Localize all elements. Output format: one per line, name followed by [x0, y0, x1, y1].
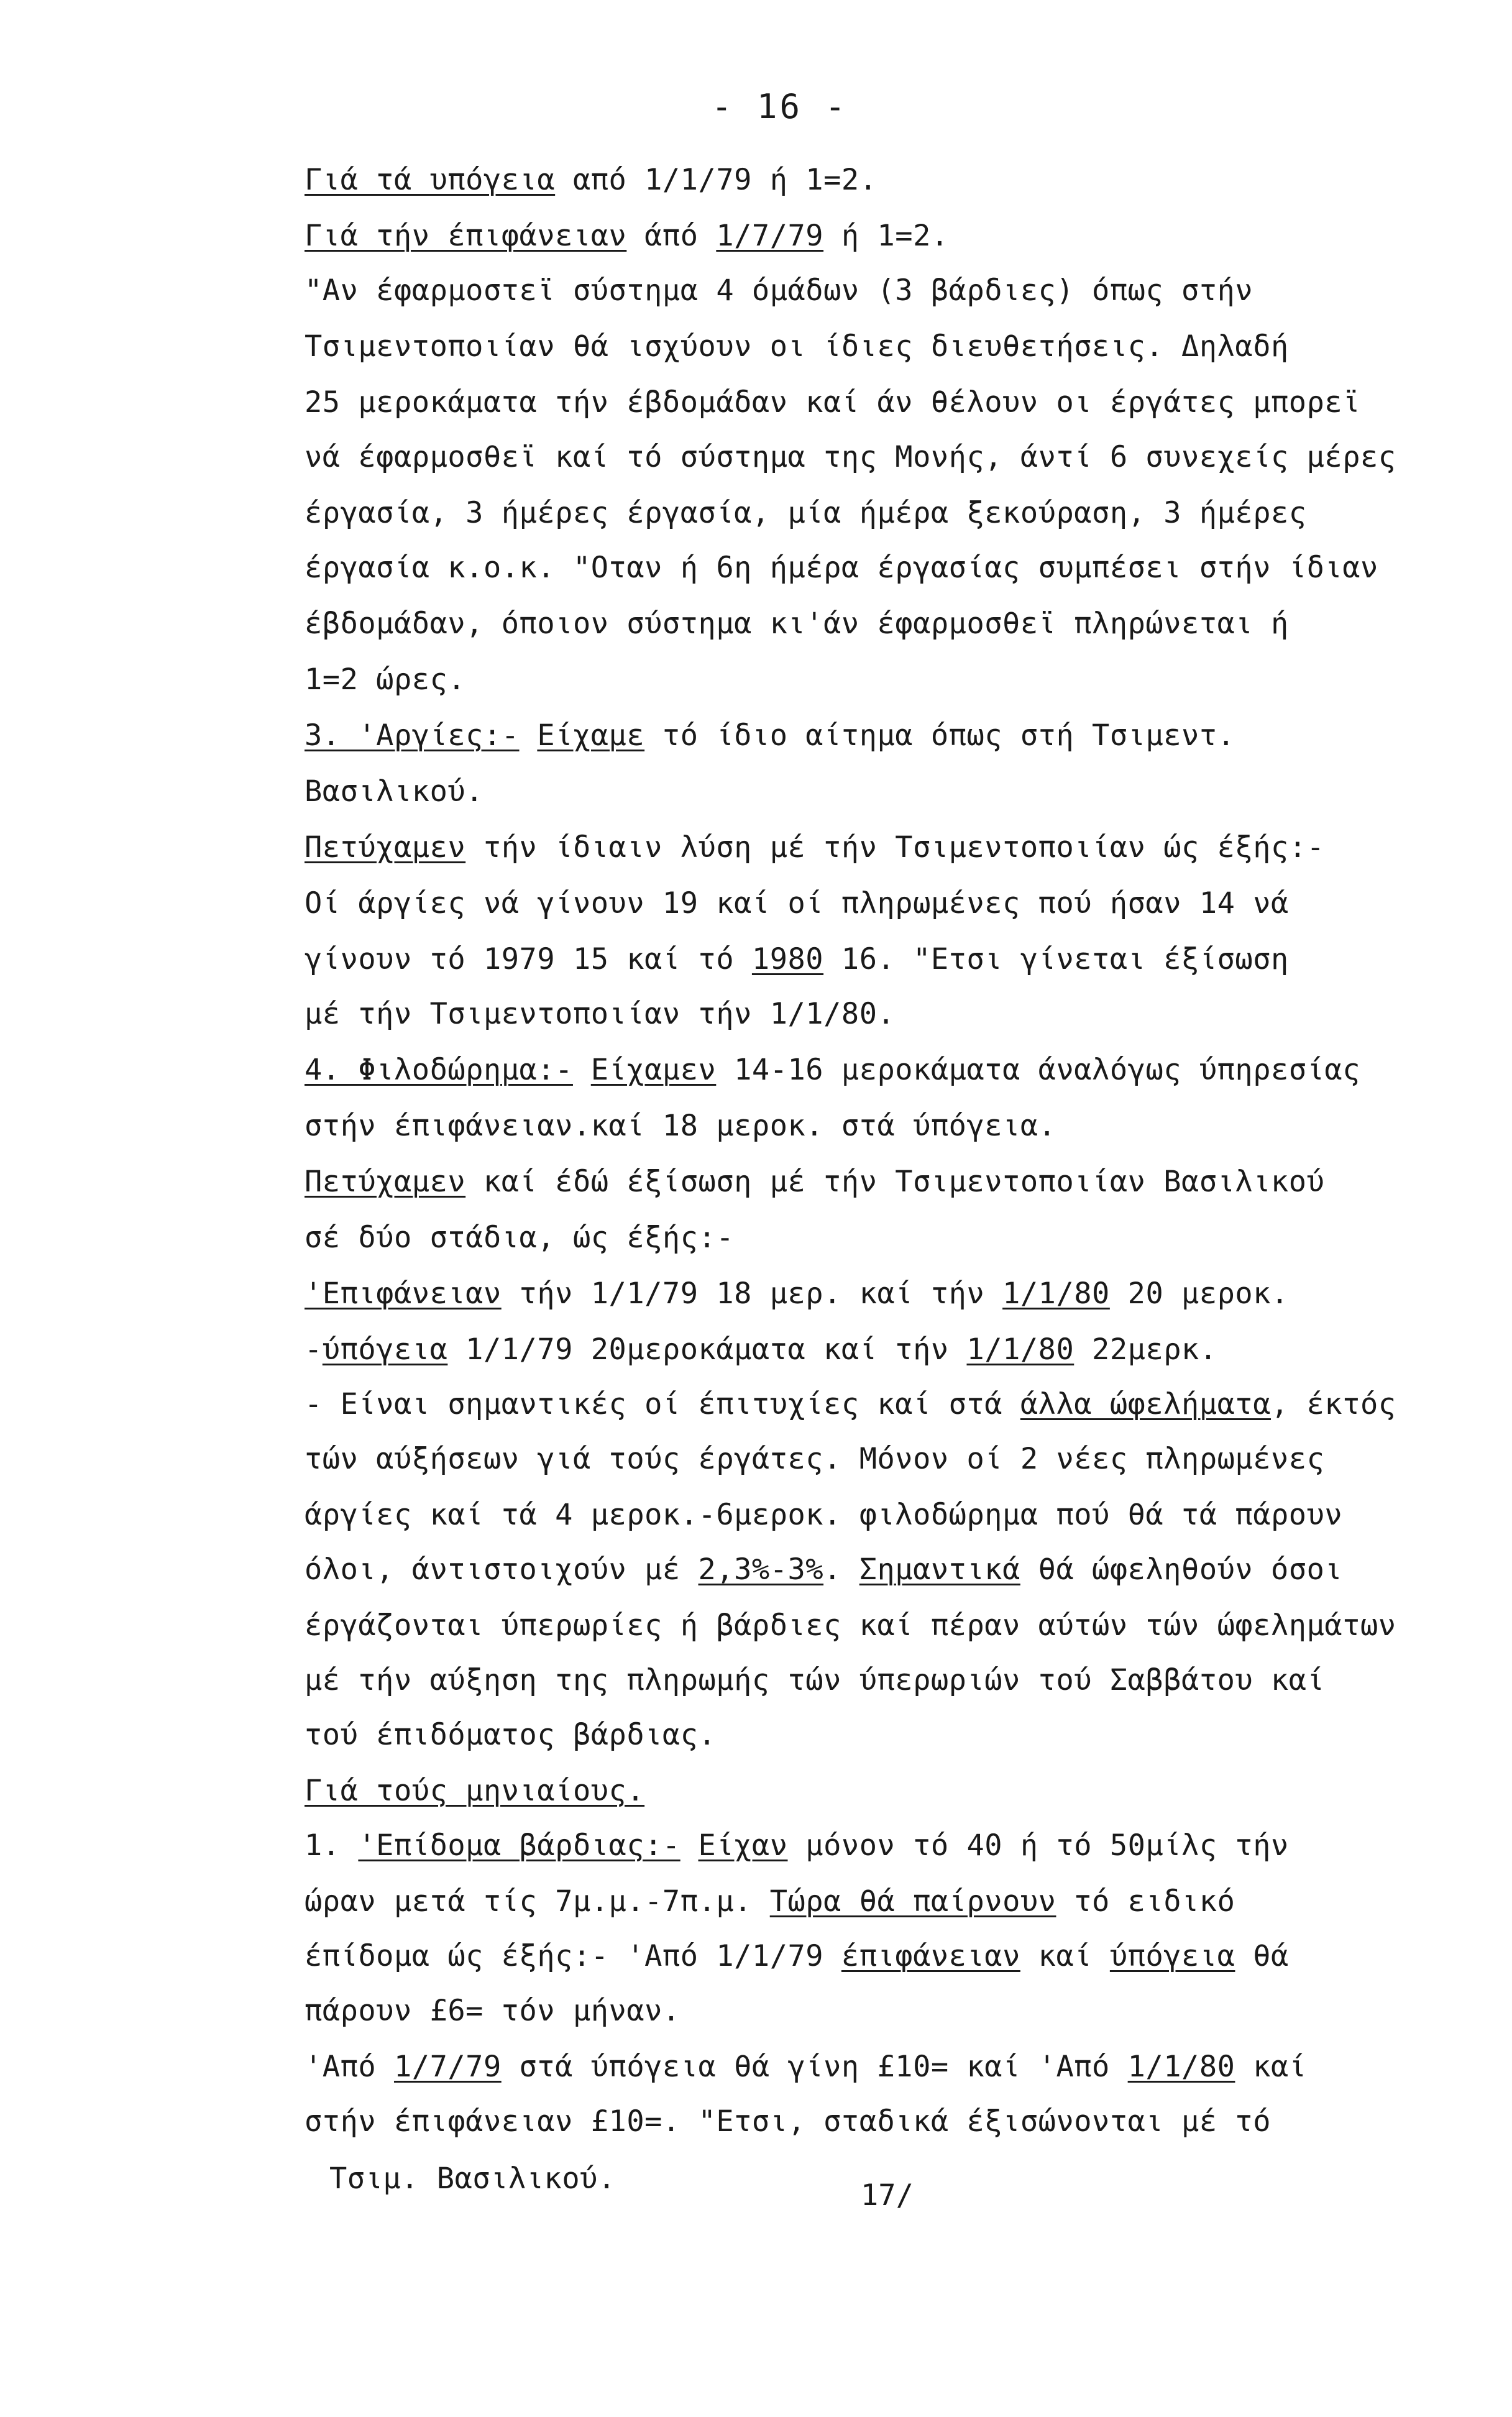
- text-span: τό ειδικό: [1056, 1884, 1235, 1919]
- text-line: [305, 1883, 1235, 1920]
- text-line: [305, 829, 1324, 866]
- underlined-phrase: άλλα ώφελήματα: [1020, 1387, 1271, 1421]
- text-span: Τσιμεντοποιίαν θά ισχύουν οι ίδιες διευθετήσεις. Δηλαδή: [305, 329, 1289, 364]
- heading-monthly: Γιά τούς μηνιαίους.: [305, 1774, 645, 1808]
- text-span: νά έφαρμοσθεϊ καί τό σύστημα της Μονής, άντί 6 συνεχείς μέρες: [305, 440, 1396, 474]
- text-span: .: [823, 1552, 859, 1587]
- text-span: -: [305, 1332, 323, 1367]
- text-span: άπό: [626, 219, 717, 253]
- text-line: [305, 495, 1307, 532]
- underlined-phrase: Τώρα θά παίρνουν: [769, 1884, 1056, 1919]
- text-span: μέ τήν αύξηση της πληρωμής τών ύπερωριών τού Σαββάτου καί: [305, 1663, 1325, 1697]
- text-line: [305, 717, 1235, 754]
- text-line: [305, 1717, 716, 1754]
- text-span: στήν έπιφάνειαν.καί 18 μεροκ. στά ύπόγεια.: [305, 1109, 1056, 1143]
- text-span: [573, 1053, 591, 1087]
- text-line: [305, 1773, 644, 1810]
- text-line: [305, 1827, 1289, 1864]
- underlined-word: ύπόγεια: [322, 1332, 448, 1367]
- text-span: τών αύξήσεων γιά τούς έργάτες. Μόνον οί 2 νέες πληρωμένες: [305, 1442, 1325, 1476]
- underlined-phrase: 'Επίδομα βάρδιας:-: [358, 1828, 680, 1863]
- heading-underground: Γιά τά υπόγεια: [305, 163, 556, 197]
- text-span: άργίες καί τά 4 μεροκ.-6μεροκ. φιλοδώρημα πού θά τά πάρουν: [305, 1498, 1343, 1532]
- section-holidays: 3. 'Αργίες:-: [305, 718, 520, 753]
- text-line: [329, 2160, 616, 2198]
- text-span: μέ τήν Τσιμεντοποιίαν τήν 1/1/80.: [305, 997, 896, 1031]
- underlined-word: Είχαν: [698, 1828, 788, 1863]
- text-span: καί: [1020, 1939, 1110, 1973]
- underlined-word: Πετύχαμεν: [305, 1165, 466, 1199]
- text-span: έπίδομα ώς έξής:- 'Από 1/1/79: [305, 1939, 841, 1973]
- text-span: 25 μεροκάματα τήν έβδομάδαν καί άν θέλουν οι έργάτες μπορεϊ: [305, 385, 1360, 420]
- underlined-word: ύπόγεια: [1109, 1939, 1235, 1973]
- text-span: σέ δύο στάδια, ώς έξής:-: [305, 1221, 735, 1255]
- text-span: έργασία, 3 ήμέρες έργασία, μία ήμέρα ξεκούραση, 3 ήμέρες: [305, 496, 1307, 530]
- text-line: [305, 1441, 1324, 1478]
- underlined-word: Είχαμε: [537, 718, 645, 753]
- underlined-word: Πετύχαμεν: [305, 830, 466, 865]
- text-span: θά: [1235, 1939, 1289, 1973]
- text-line: [305, 1551, 1342, 1589]
- text-span: 1/1/79 20μεροκάματα καί τήν: [447, 1332, 967, 1367]
- text-span: στά ύπόγεια θά γίνη £10= καί 'Από: [501, 2050, 1128, 2084]
- text-line: [305, 218, 949, 255]
- text-span: έργάζονται ύπερωρίες ή βάρδιες καί πέραν αύτών τών ώφελημάτων: [305, 1608, 1396, 1643]
- text-line: [305, 1938, 1289, 1975]
- text-line: [305, 1607, 1396, 1644]
- text-span: 1=2 ώρες.: [305, 663, 466, 697]
- text-span: Τσιμ. Βασιλικού.: [329, 2162, 616, 2196]
- text-span: καί: [1235, 2050, 1307, 2084]
- underlined-word: έπιφάνειαν: [841, 1939, 1020, 1973]
- date-underlined: 1/7/79: [393, 2050, 502, 2084]
- text-span: [520, 718, 538, 753]
- text-span: γίνουν τό 1979 15 καί τό: [305, 942, 752, 976]
- text-line: [305, 549, 1378, 587]
- text-line: [305, 2048, 1307, 2086]
- text-span: θά ώφεληθούν όσοι: [1020, 1552, 1343, 1587]
- date-underlined: 1/1/80: [966, 1332, 1074, 1367]
- section-bonus: 4. Φιλοδώρημα:-: [305, 1053, 573, 1087]
- text-line: [305, 996, 895, 1033]
- continuation-marker: 17/: [861, 2178, 914, 2213]
- text-line: [305, 1163, 1324, 1201]
- underlined-percent: 2,3%-3%: [698, 1552, 824, 1587]
- text-span: καί έδώ έξίσωση μέ τήν Τσιμεντοποιίαν Βασιλικού: [465, 1165, 1325, 1199]
- text-line: [305, 384, 1360, 421]
- text-line: [305, 272, 1253, 310]
- text-line: [305, 1993, 680, 2030]
- text-span: στήν έπιφάνειαν £10=. "Ετσι, σταδικά έξισώνονται μέ τό: [305, 2104, 1271, 2139]
- heading-surface: Γιά τήν έπιφάνειαν: [305, 219, 627, 253]
- text-line: [305, 328, 1289, 365]
- underlined-word: Σημαντικά: [859, 1552, 1020, 1587]
- text-span: "Αν έφαρμοστεϊ σύστημα 4 όμάδων (3 βάρδιες) όπως στήν: [305, 273, 1253, 308]
- text-line: [305, 605, 1289, 643]
- text-line: [305, 439, 1396, 476]
- text-span: 22μερκ.: [1074, 1332, 1217, 1367]
- text-span: έβδομάδαν, όποιον σύστημα κι'άν έφαρμοσθεϊ πληρώνεται ή: [305, 607, 1289, 641]
- text-span: όλοι, άντιστοιχούν μέ: [305, 1552, 699, 1587]
- text-line: [305, 661, 465, 699]
- text-line: [305, 162, 877, 199]
- underlined-year: 1980: [751, 942, 824, 976]
- text-line: [305, 1219, 734, 1257]
- text-line: [305, 2103, 1271, 2140]
- underlined-word: Είχαμεν: [590, 1053, 717, 1087]
- text-span: 1.: [305, 1828, 359, 1863]
- underlined-word: 'Επιφάνειαν: [305, 1277, 502, 1311]
- text-span: - Είναι σημαντικές οί έπιτυχίες καί στά: [305, 1387, 1020, 1421]
- text-span: τήν 1/1/79 18 μερ. καί τήν: [501, 1277, 1003, 1311]
- text-line: [305, 1275, 1289, 1313]
- text-span: έργασία κ.ο.κ. "Οταν ή 6η ήμέρα έργασίας συμπέσει στήν ίδιαν: [305, 551, 1378, 585]
- date-underlined: 1/1/80: [1002, 1277, 1110, 1311]
- text-span: 20 μεροκ.: [1109, 1277, 1289, 1311]
- text-line: [305, 1662, 1324, 1699]
- text-line: [305, 773, 483, 810]
- text-span: από 1/1/79 ή 1=2.: [555, 163, 877, 197]
- text-span: τού έπιδόματος βάρδιας.: [305, 1718, 717, 1752]
- text-span: 'Από: [305, 2050, 394, 2084]
- date-underlined: 1/7/79: [716, 219, 824, 253]
- text-line: [305, 1108, 1056, 1145]
- text-span: 16. "Ετσι γίνεται έξίσωση: [823, 942, 1289, 976]
- text-line: [305, 941, 1289, 978]
- date-underlined: 1/1/80: [1127, 2050, 1235, 2084]
- text-span: Οί άργίες νά γίνουν 19 καί οί πληρωμένες πού ήσαν 14 νά: [305, 886, 1289, 920]
- text-line: [305, 1386, 1396, 1423]
- text-line: [305, 885, 1289, 922]
- text-span: πάρουν £6= τόν μήναν.: [305, 1994, 680, 2028]
- text-span: μόνον τό 40 ή τό 50μίλς τήν: [787, 1828, 1289, 1863]
- text-line: [305, 1331, 1217, 1369]
- text-span: [680, 1828, 699, 1863]
- page-number: - 16 -: [712, 87, 848, 126]
- text-line: [305, 1052, 1360, 1089]
- text-span: Βασιλικού.: [305, 774, 483, 809]
- text-span: τό ίδιο αίτημα όπως στή Τσιμεντ.: [644, 718, 1235, 753]
- text-span: ή 1=2.: [823, 219, 949, 253]
- text-span: τήν ίδιαιν λύση μέ τήν Τσιμεντοποιίαν ώς έξής:-: [465, 830, 1325, 865]
- text-span: 14-16 μεροκάματα άναλόγως ύπηρεσίας: [716, 1053, 1360, 1087]
- text-line: [305, 1497, 1342, 1534]
- text-span: ώραν μετά τίς 7μ.μ.-7π.μ.: [305, 1884, 770, 1919]
- text-span: , έκτός: [1271, 1387, 1396, 1421]
